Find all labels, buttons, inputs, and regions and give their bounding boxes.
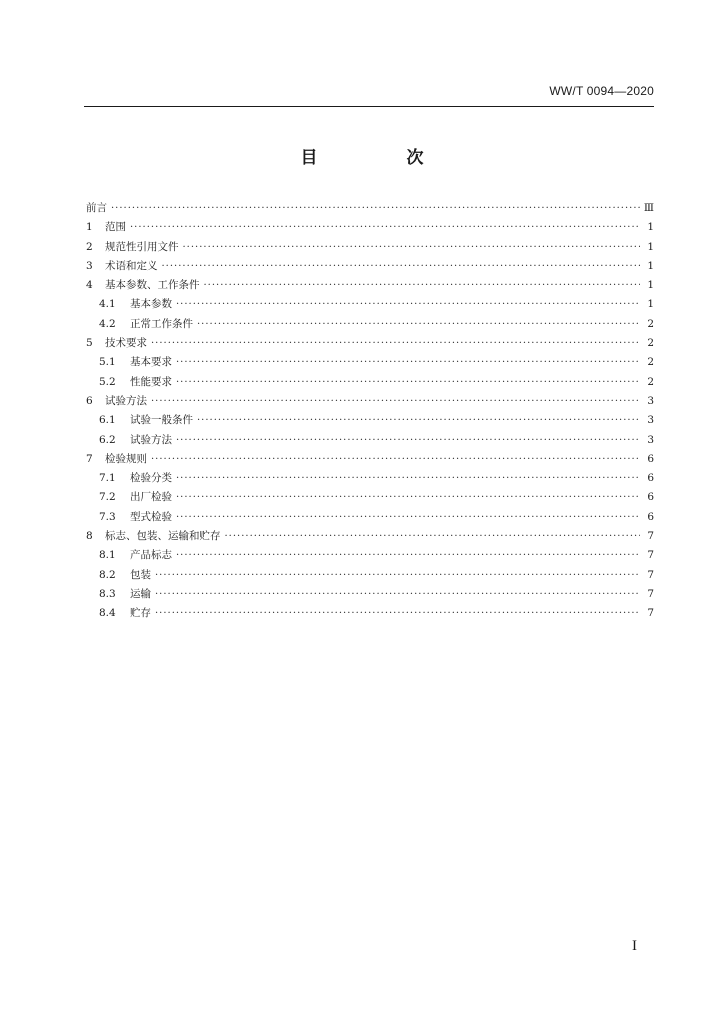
toc-section-title: 基本参数、工作条件 xyxy=(105,279,200,292)
toc-entry[interactable] xyxy=(86,585,654,604)
toc-section-title: 前言 xyxy=(86,202,107,214)
toc-page-number: 1 xyxy=(647,221,654,234)
toc-entry[interactable] xyxy=(86,392,654,411)
toc-section-title: 试验一般条件 xyxy=(130,414,193,427)
toc-section-number: 5.1 xyxy=(99,356,116,369)
toc-page-number: 2 xyxy=(647,337,654,350)
toc-dot-leader xyxy=(176,353,640,372)
toc-section-number: 3 xyxy=(86,259,93,272)
toc-section-number: 8.2 xyxy=(99,568,116,581)
toc-page-number: 7 xyxy=(647,607,654,620)
toc-dot-leader xyxy=(130,218,640,237)
toc-section-number: 8.4 xyxy=(99,607,116,620)
toc-entry[interactable] xyxy=(86,295,654,314)
toc-entry[interactable] xyxy=(86,604,654,623)
toc-dot-leader xyxy=(176,508,640,527)
toc-dot-leader xyxy=(197,411,640,430)
page-number: I xyxy=(632,938,637,954)
toc-section-title: 规范性引用文件 xyxy=(105,240,179,253)
table-of-contents xyxy=(86,199,654,624)
toc-section-title: 检验规则 xyxy=(105,452,147,465)
toc-section-number: 8.3 xyxy=(99,587,116,600)
toc-dot-leader xyxy=(111,199,640,218)
toc-dot-leader xyxy=(155,566,640,585)
toc-section-title: 术语和定义 xyxy=(105,259,158,272)
toc-section-title: 基本要求 xyxy=(130,356,172,369)
toc-page-number: 1 xyxy=(647,240,654,253)
page-title: 目 次 xyxy=(300,148,460,168)
toc-dot-leader xyxy=(176,546,640,565)
toc-entry[interactable] xyxy=(86,431,654,450)
toc-entry[interactable] xyxy=(86,411,654,430)
toc-section-title: 型式检验 xyxy=(130,510,172,523)
toc-dot-leader xyxy=(162,257,641,276)
toc-page-number: 7 xyxy=(647,568,654,581)
header-rule xyxy=(84,106,654,107)
toc-section-title: 范围 xyxy=(105,221,126,234)
toc-section-number: 4.2 xyxy=(99,317,116,330)
toc-entry[interactable] xyxy=(86,450,654,469)
toc-dot-leader xyxy=(151,392,640,411)
toc-entry[interactable] xyxy=(86,218,654,237)
toc-entry[interactable] xyxy=(86,488,654,507)
toc-dot-leader xyxy=(176,295,640,314)
toc-dot-leader xyxy=(151,334,640,353)
toc-entry[interactable] xyxy=(86,353,654,372)
toc-section-number: 4.1 xyxy=(99,298,116,311)
toc-section-number: 4 xyxy=(86,279,93,292)
toc-page-number: Ⅲ xyxy=(643,202,654,214)
toc-dot-leader xyxy=(176,431,640,450)
toc-section-title: 出厂检验 xyxy=(130,491,172,504)
toc-section-title: 运输 xyxy=(130,587,151,600)
toc-page-number: 2 xyxy=(647,356,654,369)
toc-section-title: 包装 xyxy=(130,568,151,581)
toc-dot-leader xyxy=(176,469,640,488)
toc-section-number: 6 xyxy=(86,394,93,407)
toc-entry[interactable] xyxy=(86,469,654,488)
toc-dot-leader xyxy=(176,488,640,507)
toc-section-number: 7.1 xyxy=(99,472,116,485)
toc-page-number: 7 xyxy=(647,587,654,600)
toc-section-number: 5.2 xyxy=(99,375,116,388)
toc-dot-leader xyxy=(183,238,641,257)
toc-page-number: 3 xyxy=(647,414,654,427)
toc-section-number: 5 xyxy=(86,337,93,350)
toc-page-number: 2 xyxy=(647,375,654,388)
toc-entry[interactable] xyxy=(86,257,654,276)
toc-section-number: 8 xyxy=(86,530,93,543)
toc-entry[interactable] xyxy=(86,334,654,353)
toc-entry[interactable] xyxy=(86,546,654,565)
toc-section-title: 性能要求 xyxy=(130,375,172,388)
toc-section-title: 技术要求 xyxy=(105,337,147,350)
toc-section-title: 试验方法 xyxy=(105,394,147,407)
toc-page-number: 6 xyxy=(647,452,654,465)
toc-section-number: 7 xyxy=(86,452,93,465)
toc-dot-leader xyxy=(176,373,640,392)
toc-page-number: 6 xyxy=(647,472,654,485)
toc-section-title: 基本参数 xyxy=(130,298,172,311)
toc-section-title: 正常工作条件 xyxy=(130,317,193,330)
toc-page-number: 6 xyxy=(647,510,654,523)
toc-dot-leader xyxy=(197,315,640,334)
standard-code: WW/T 0094—2020 xyxy=(549,84,654,98)
toc-entry[interactable] xyxy=(86,373,654,392)
toc-entry[interactable] xyxy=(86,238,654,257)
toc-page-number: 7 xyxy=(647,549,654,562)
toc-section-number: 8.1 xyxy=(99,549,116,562)
toc-dot-leader xyxy=(225,527,641,546)
toc-dot-leader xyxy=(151,450,640,469)
toc-entry[interactable] xyxy=(86,315,654,334)
toc-dot-leader xyxy=(204,276,641,295)
toc-section-number: 1 xyxy=(86,221,93,234)
toc-section-number: 2 xyxy=(86,240,93,253)
toc-entry[interactable] xyxy=(86,566,654,585)
toc-section-title: 试验方法 xyxy=(130,433,172,446)
toc-entry[interactable] xyxy=(86,276,654,295)
toc-section-number: 7.2 xyxy=(99,491,116,504)
toc-section-title: 贮存 xyxy=(130,607,151,620)
toc-entry[interactable] xyxy=(86,508,654,527)
toc-dot-leader xyxy=(155,585,640,604)
toc-section-title: 产品标志 xyxy=(130,549,172,562)
toc-page-number: 2 xyxy=(647,317,654,330)
toc-entry[interactable] xyxy=(86,527,654,546)
toc-section-title: 标志、包装、运输和贮存 xyxy=(105,530,221,543)
toc-page-number: 1 xyxy=(647,279,654,292)
toc-page-number: 3 xyxy=(647,394,654,407)
toc-section-number: 7.3 xyxy=(99,510,116,523)
toc-section-title: 检验分类 xyxy=(130,472,172,485)
toc-section-number: 6.2 xyxy=(99,433,116,446)
toc-dot-leader xyxy=(155,604,640,623)
toc-entry[interactable] xyxy=(86,199,654,218)
toc-page-number: 3 xyxy=(647,433,654,446)
toc-page-number: 7 xyxy=(647,530,654,543)
toc-page-number: 1 xyxy=(647,298,654,311)
toc-page-number: 1 xyxy=(647,259,654,272)
toc-page-number: 6 xyxy=(647,491,654,504)
toc-section-number: 6.1 xyxy=(99,414,116,427)
